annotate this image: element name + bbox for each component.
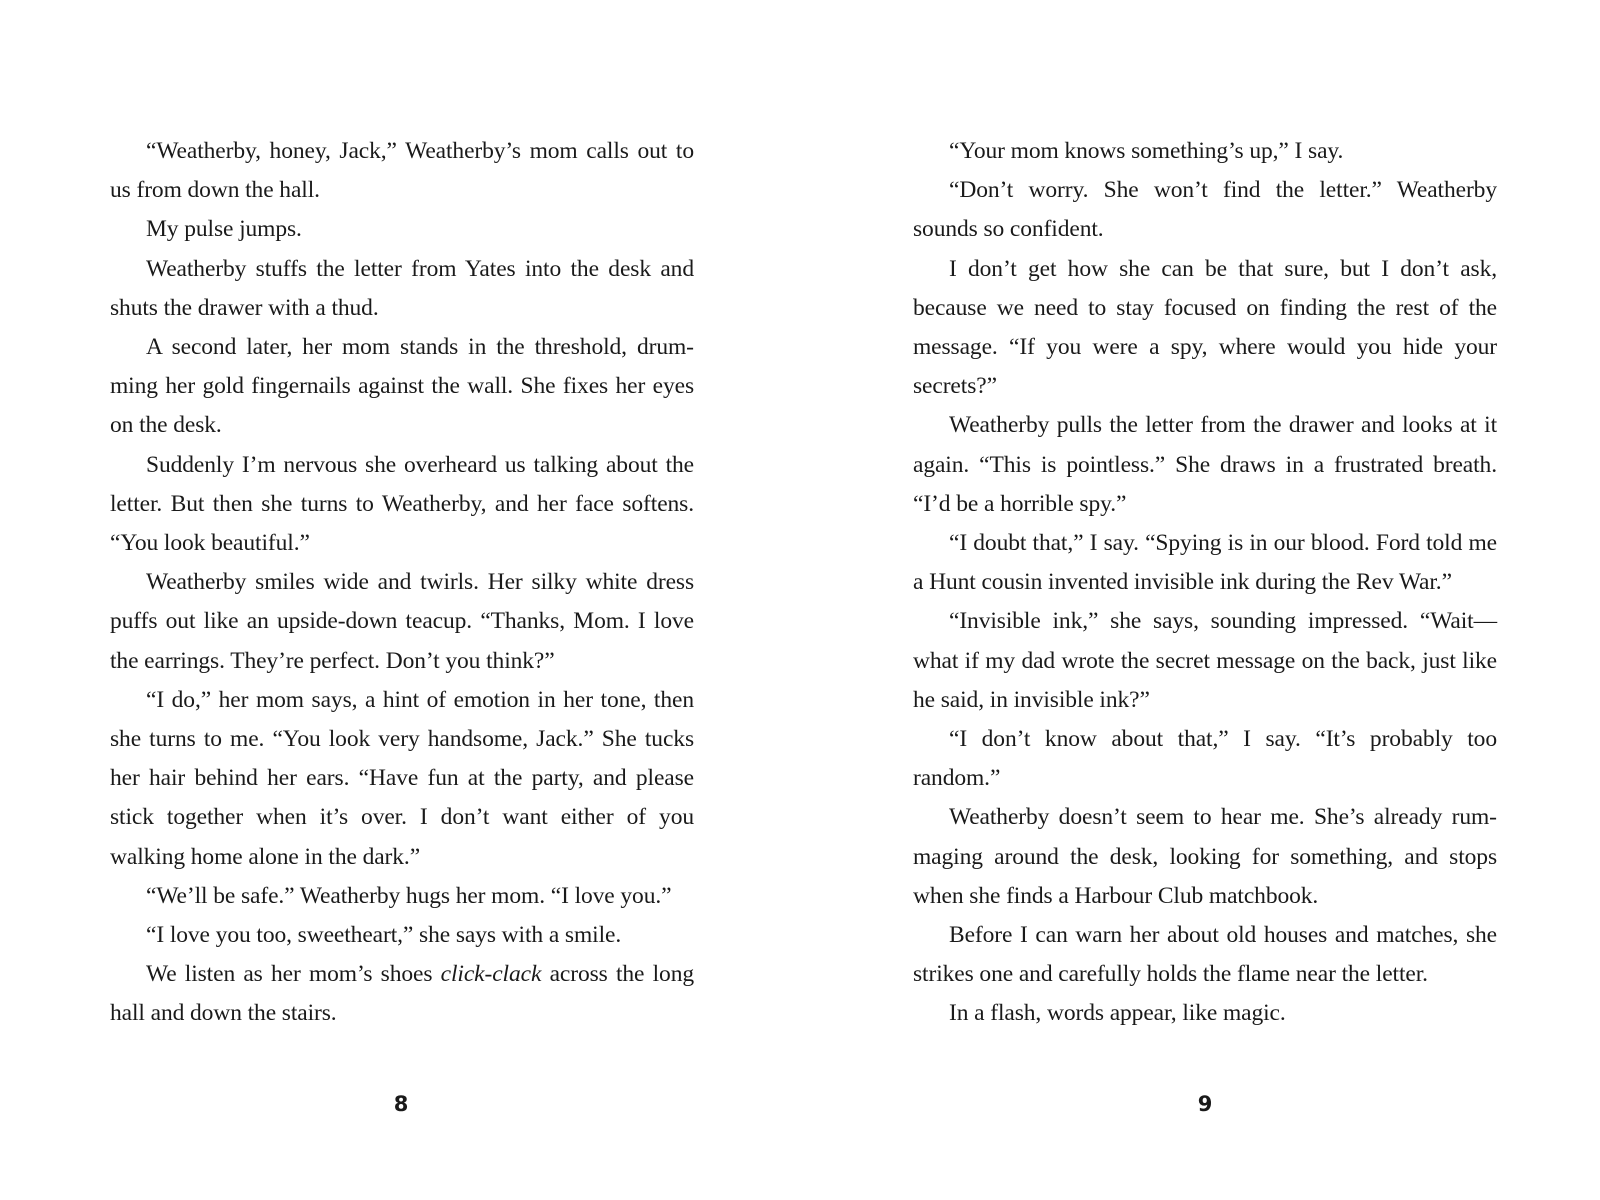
paragraph: Weatherby doesn’t seem to hear me. She’s already rummaging around the desk, looking for something, and stops when she finds a Harbour Club matchbook. <box>913 804 1497 909</box>
paragraph: “Don’t worry. She won’t find the letter.” Weatherby sounds so confident. <box>913 177 1497 243</box>
paragraph: Weatherby pulls the letter from the drawer and looks at it again. “This is pointless.” She draws in a frustrated breath. “I’d be a horrible spy.” <box>913 412 1497 517</box>
paragraph: “We’ll be safe.” Weatherby hugs her mom. “I love you.” <box>146 882 672 909</box>
page-number-left: 8 <box>393 1092 409 1116</box>
paragraph: “Your mom knows something’s up,” I say. <box>949 138 1344 164</box>
paragraph: “I doubt that,” I say. “Spying is in our blood. Ford told me a Hunt cousin invented invisible ink during the Rev War.” <box>913 530 1497 596</box>
page-number-right: 9 <box>1197 1092 1213 1116</box>
right-page-text <box>913 132 1497 1034</box>
paragraph: “I love you too, sweetheart,” she says with a smile. <box>146 922 622 949</box>
text-run: across the long hall and down the stairs. <box>110 961 694 1027</box>
paragraph: I don’t get how she can be that sure, but I don’t ask, because we need to stay focused on finding the rest of the message. “If you were a spy, where would you hide your secrets?” <box>913 255 1497 400</box>
paragraph: Weatherby smiles wide and twirls. Her silky white dress puffs out like an upside-down teacup. “Thanks, Mom. I love the earrings. They’re perfect. Don’t you think?” <box>110 569 694 674</box>
paragraph: Before I can warn her about old houses and matches, she strikes one and carefully holds the flame near the letter. <box>913 922 1497 988</box>
paragraph: “I do,” her mom says, a hint of emotion in her tone, then she turns to me. “You look very handsome, Jack.” She tucks her hair behind her ears. “Have fun at the party, and please stick together when it’s over. I don’t want either of you walking home alone in the dark.” <box>110 686 694 870</box>
left-page-text <box>110 132 694 1034</box>
paragraph: Suddenly I’m nervous she overheard us talking about the letter. But then she turns to Weatherby, and her face softens. “You look beautiful.” <box>110 451 694 557</box>
paragraph: A second later, her mom stands in the threshold, drumming her gold fingernails against the wall. She fixes her eyes on the desk. <box>110 334 694 439</box>
paragraph: “I don’t know about that,” I say. “It’s probably too random.” <box>913 726 1497 792</box>
text-run: We listen as her mom’s shoes <box>146 961 441 988</box>
paragraph: “Invisible ink,” she says, sounding impressed. “Wait—what if my dad wrote the secret message on the back, just like he said, in invisible ink?” <box>913 608 1497 713</box>
paragraph: My pulse jumps. <box>146 216 302 243</box>
italic-text-run: click-clack <box>440 961 542 988</box>
paragraph: In a flash, words appear, like magic. <box>949 1000 1286 1027</box>
paragraph: “Weatherby, honey, Jack,” Weatherby’s mom calls out to us from down the hall. <box>110 138 694 204</box>
paragraph: Weatherby stuffs the letter from Yates into the desk and shuts the drawer with a thud. <box>110 255 694 321</box>
paragraph-with-italic <box>110 955 694 1033</box>
